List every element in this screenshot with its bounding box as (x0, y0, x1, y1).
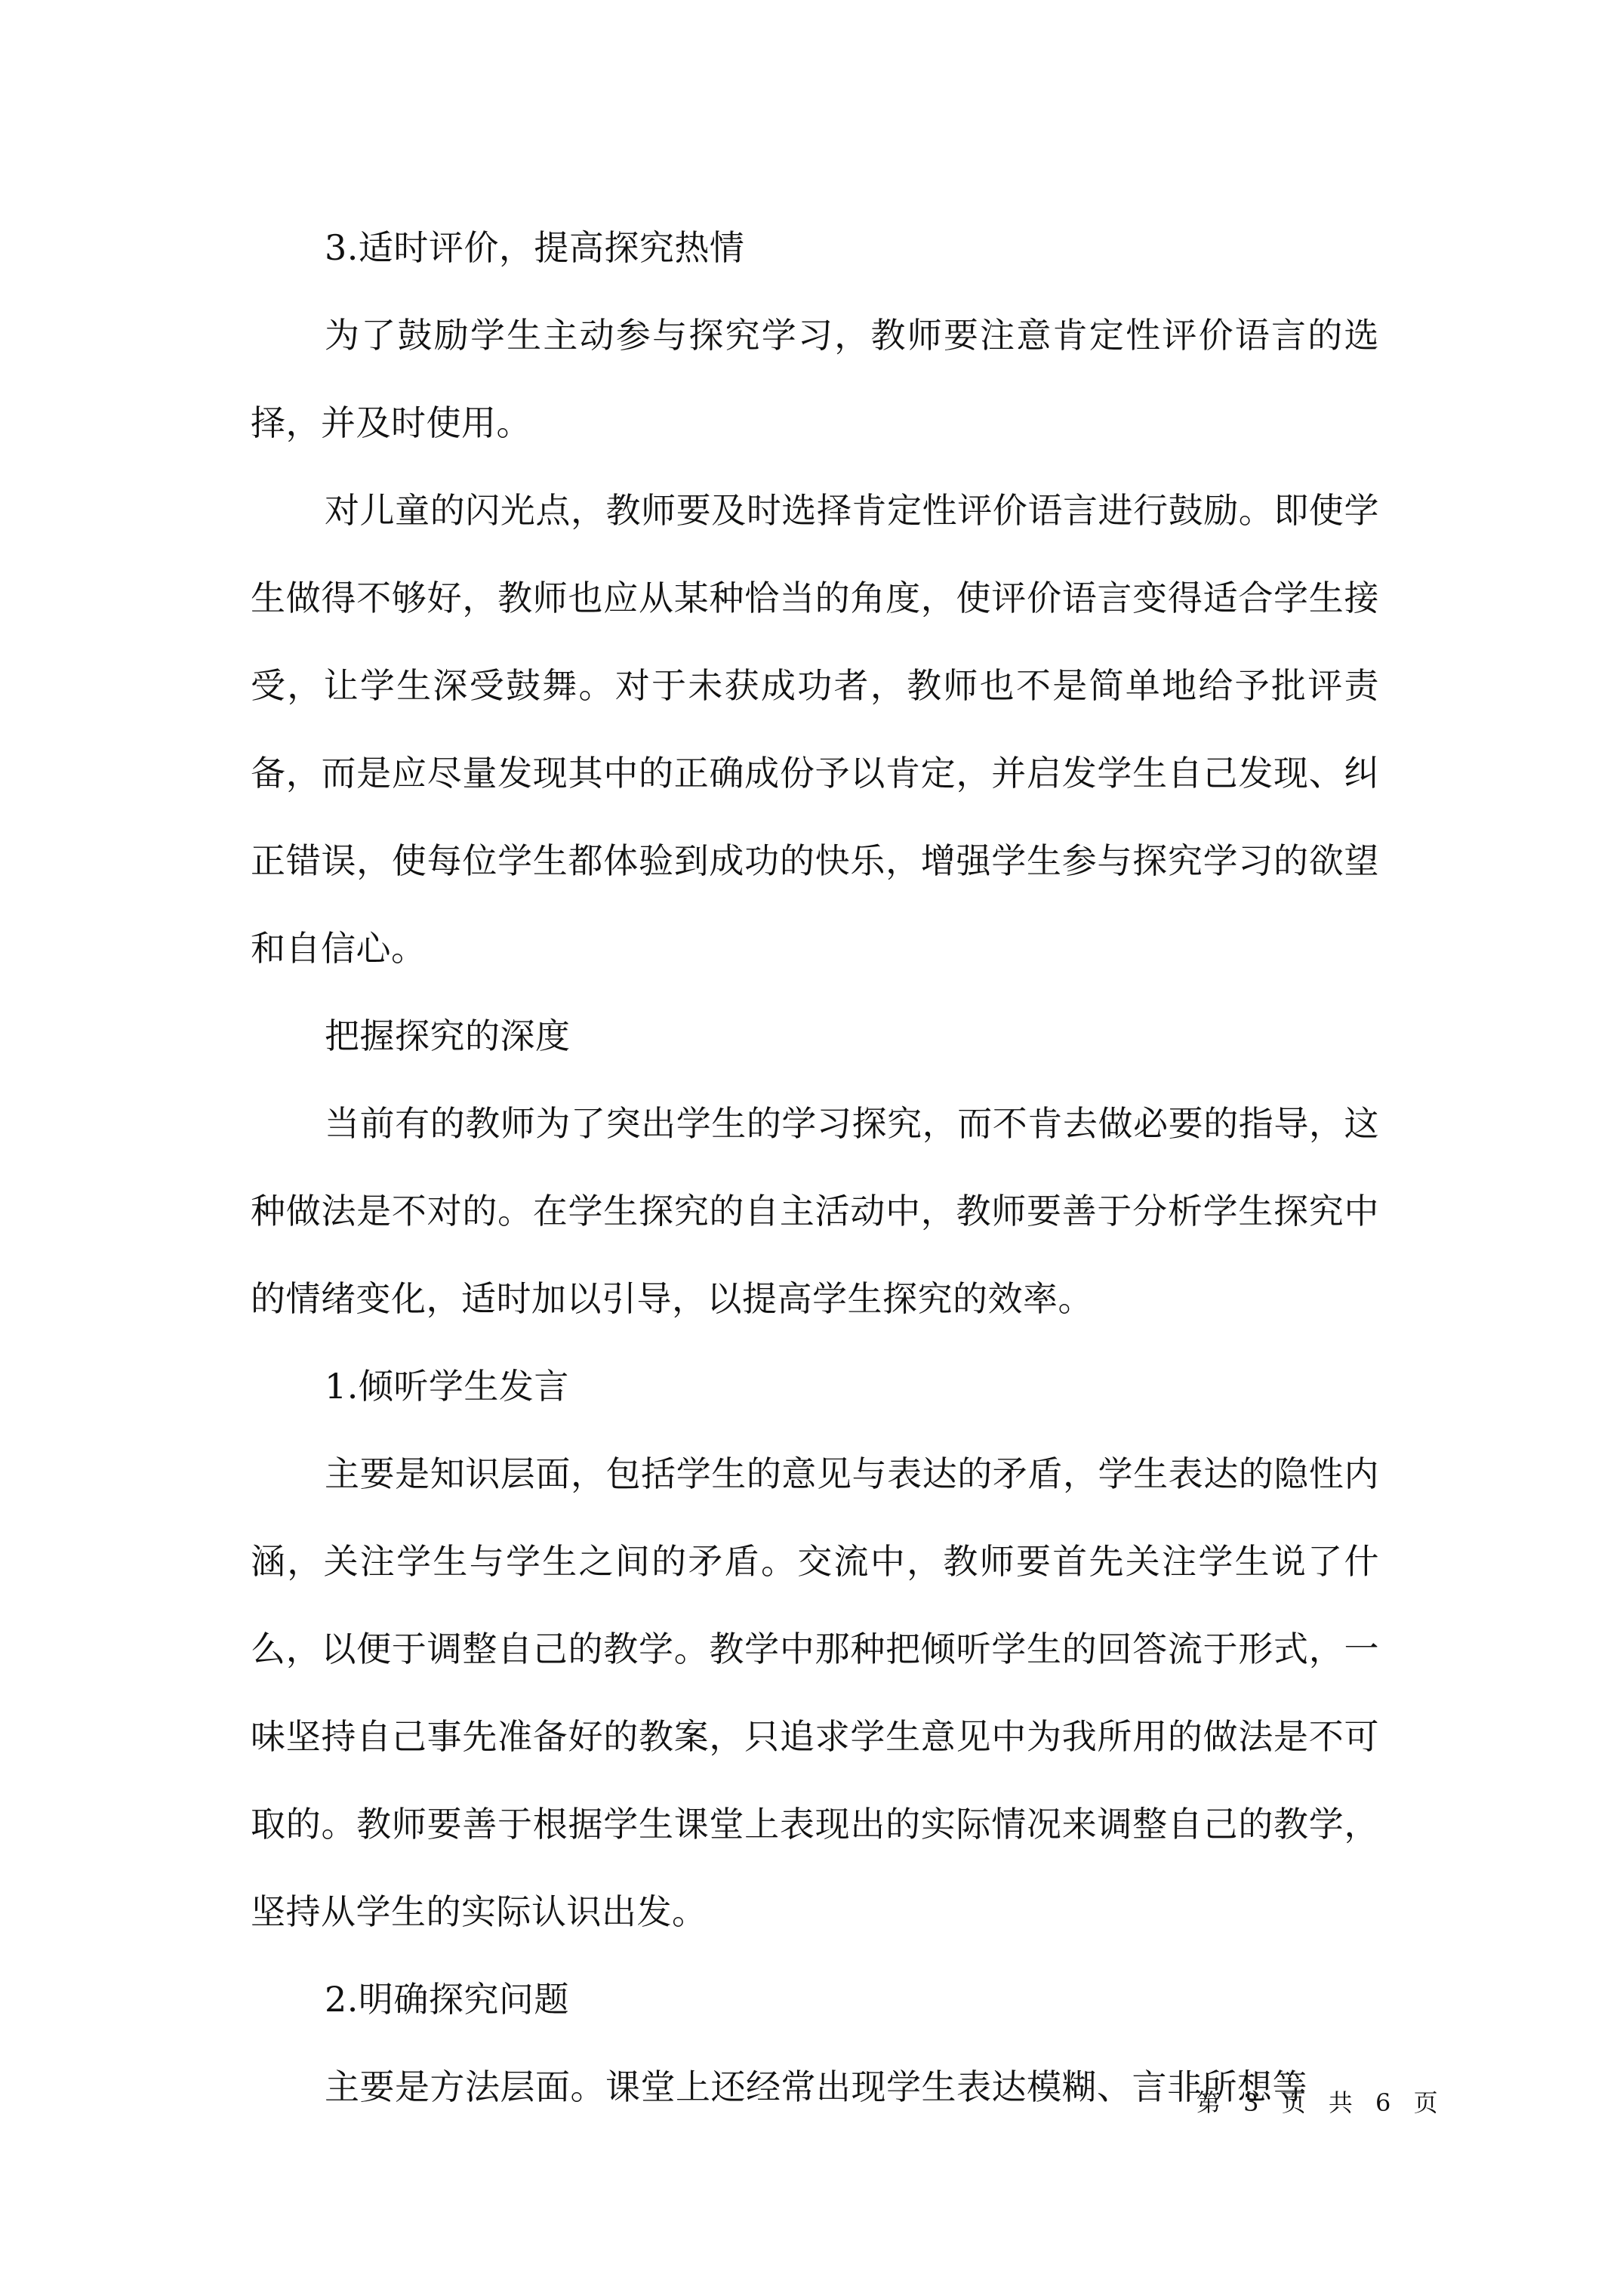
body-paragraph: 对儿童的闪光点，教师要及时选择肯定性评价语言进行鼓励。即使学生做得不够好，教师也应从某种恰当的角度，使评价语言变得适合学生接受，让学生深受鼓舞。对于未获成功者，教师也不是简单地给予批评责备，而是应尽量发现其中的正确成份予以肯定，并启发学生自己发现、纠正错误，使每位学生都体验到成功的快乐，增强学生参与探究学习的欲望和自信心。 (251, 490, 1379, 969)
document-body (251, 204, 1379, 2131)
body-paragraph: 主要是知识层面，包括学生的意见与表达的矛盾，学生表达的隐性内涵，关注学生与学生之间的矛盾。交流中，教师要首先关注学生说了什么，以便于调整自己的教学。教学中那种把倾听学生的回答流于形式，一味坚持自己事先准备好的教案，只追求学生意见中为我所用的做法是不可取的。教师要善于根据学生课堂上表现出的实际情况来调整自己的教学，坚持从学生的实际认识出发。 (251, 1453, 1379, 1932)
section-heading-1: 1.倾听学生发言 (325, 1366, 569, 1407)
section-heading: 把握探究的深度 (325, 1015, 571, 1056)
section-heading-3: 3.适时评价，提高探究热情 (325, 227, 745, 268)
body-paragraph: 主要是方法层面。课堂上还经常出现学生表达模糊、言非所想等 (325, 2066, 1307, 2107)
body-paragraph: 为了鼓励学生主动参与探究学习，教师要注意肯定性评价语言的选择，并及时使用。 (251, 315, 1379, 443)
page-number-footer: 第 3 页 共 6 页 (1196, 2088, 1446, 2117)
section-heading-2: 2.明确探究问题 (325, 1979, 569, 2020)
body-paragraph: 当前有的教师为了突出学生的学习探究，而不肯去做必要的指导，这种做法是不对的。在学生探究的自主活动中，教师要善于分析学生探究中的情绪变化，适时加以引导，以提高学生探究的效率。 (251, 1103, 1379, 1319)
